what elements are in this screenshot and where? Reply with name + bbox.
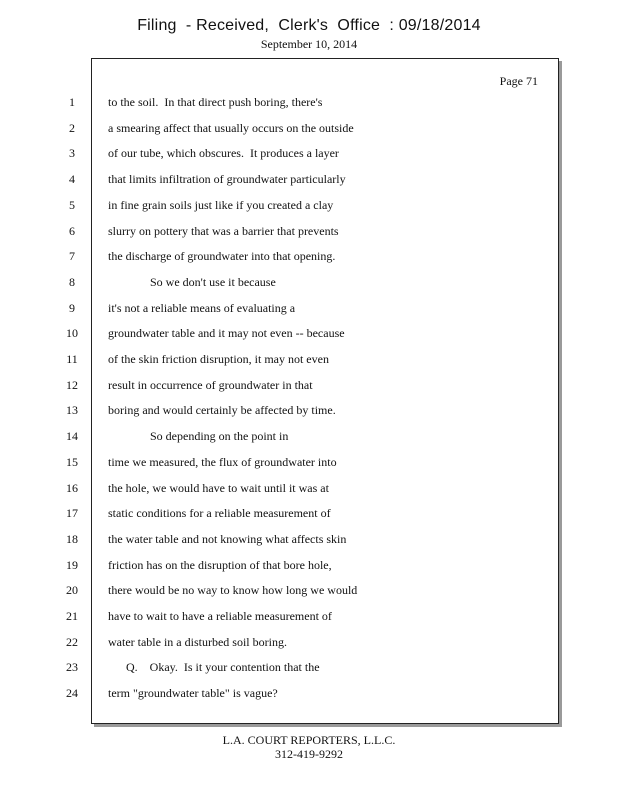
line-number: 17: [66, 506, 78, 520]
transcript-line: of our tube, which obscures. It produces a layer: [108, 146, 339, 160]
transcript-line: groundwater table and it may not even -- because: [108, 326, 345, 340]
footer-phone: 312-419-9292: [275, 747, 343, 761]
line-number: 5: [69, 198, 75, 212]
line-number: 24: [66, 686, 78, 700]
transcript-line: So we don't use it because: [108, 275, 276, 289]
line-number: 2: [69, 121, 75, 135]
transcript-line: water table in a disturbed soil boring.: [108, 635, 287, 649]
transcript-line: have to wait to have a reliable measurement of: [108, 609, 332, 623]
deposition-date: September 10, 2014: [260, 37, 358, 51]
transcript-line: result in occurrence of groundwater in that: [108, 378, 313, 392]
line-number: 20: [66, 583, 78, 597]
line-number: 8: [69, 275, 75, 289]
transcript-line: there would be no way to know how long we would: [108, 583, 358, 597]
transcript-line: it's not a reliable means of evaluating a: [108, 301, 296, 315]
transcript-line: term "groundwater table" is vague?: [108, 686, 278, 700]
line-number: 6: [69, 224, 75, 238]
transcript-line: the hole, we would have to wait until it was at: [108, 481, 329, 495]
line-number: 22: [66, 635, 78, 649]
transcript-line: boring and would certainly be affected by time.: [108, 403, 336, 417]
line-number: 4: [69, 172, 75, 186]
line-number: 19: [66, 558, 78, 572]
transcript-line: friction has on the disruption of that bore hole,: [108, 558, 332, 572]
footer-company: L.A. COURT REPORTERS, L.L.C.: [222, 733, 396, 747]
transcript-line: time we measured, the flux of groundwater into: [108, 455, 337, 469]
transcript-line: Q. Okay. Is it your contention that the: [108, 660, 320, 674]
line-number: 15: [66, 455, 78, 469]
transcript-line: of the skin friction disruption, it may not even: [108, 352, 329, 366]
line-number: 1: [69, 95, 75, 109]
transcript-line: slurry on pottery that was a barrier that prevents: [108, 224, 339, 238]
line-number: 18: [66, 532, 78, 546]
transcript-line: to the soil. In that direct push boring, there's: [108, 95, 323, 109]
line-number: 14: [66, 429, 78, 443]
line-number: 12: [66, 378, 78, 392]
page-number: Page 71: [499, 74, 538, 88]
transcript-line: So depending on the point in: [108, 429, 289, 443]
transcript-line: that limits infiltration of groundwater particularly: [108, 172, 346, 186]
line-number: 23: [66, 660, 78, 674]
transcript-line: static conditions for a reliable measurement of: [108, 506, 331, 520]
line-number: 3: [69, 146, 75, 160]
line-number: 11: [66, 352, 78, 366]
transcript-line: in fine grain soils just like if you created a clay: [108, 198, 334, 212]
filing-stamp-header: Filing - Received, Clerk's Office : 09/18/2014: [137, 17, 481, 34]
line-number: 7: [69, 249, 75, 263]
line-number: 21: [66, 609, 78, 623]
line-number: 9: [69, 301, 75, 315]
transcript-line: a smearing affect that usually occurs on the outside: [108, 121, 354, 135]
line-number: 10: [66, 326, 78, 340]
transcript-line: the water table and not knowing what affects skin: [108, 532, 347, 546]
line-number: 13: [66, 403, 78, 417]
line-number: 16: [66, 481, 78, 495]
transcript-line: the discharge of groundwater into that opening.: [108, 249, 336, 263]
